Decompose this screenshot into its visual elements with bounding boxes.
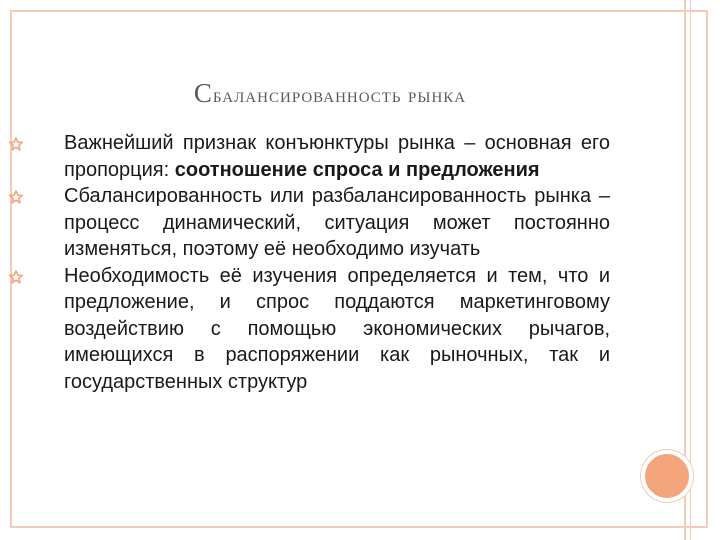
bullet-text: Сбалансированность или разбалансированность рынка – процесс динамический, ситуация может постоянно изменяться, поэтому её необходимо изучать	[64, 185, 610, 260]
bullet-bold-text: соотношение спроса и предложения	[174, 158, 540, 181]
bullet-item	[64, 263, 610, 396]
slide-title	[0, 78, 660, 109]
slide-title-first-letter: С	[193, 78, 213, 108]
decorative-circle	[641, 450, 693, 502]
star-outline-icon	[9, 190, 23, 204]
star-outline-icon	[9, 137, 23, 151]
star-outline-icon	[9, 270, 23, 284]
bullet-list	[0, 130, 720, 395]
bullet-item	[64, 183, 610, 263]
slide-title-rest: балансированность рынка	[212, 82, 467, 107]
bullet-text: Необходимость её изучения определяется и тем, что и предложение, и спрос поддаются маркетинговому воздействию с помощью экономических рычагов, имеющихся в распоряжении как рыночных, так и государственных структур	[64, 264, 610, 393]
bullet-item	[64, 130, 610, 183]
bullet-text: Важнейший признак конъюнктуры рынка – основная его пропорция:	[64, 132, 610, 181]
